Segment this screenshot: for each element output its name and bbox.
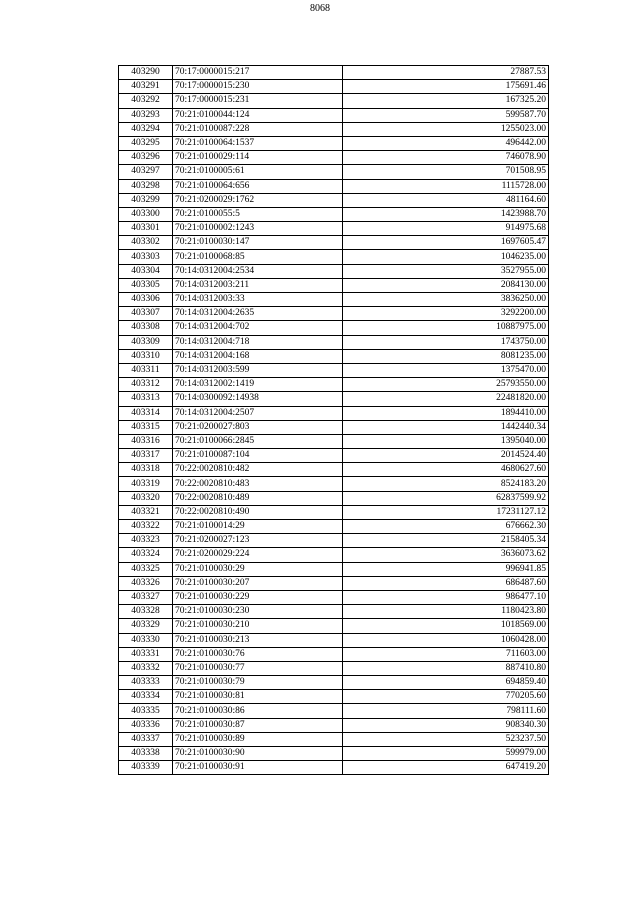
row-number-cell: 403290 [119,66,173,80]
cadastral-number-cell: 70:14:0312003:33 [173,293,343,307]
table-row [119,349,549,363]
cadastral-number-cell: 70:21:0100029:114 [173,151,343,165]
row-number-cell: 403307 [119,307,173,321]
cadastral-number-cell: 70:17:0000015:217 [173,66,343,80]
cadastral-number-cell: 70:21:0100030:76 [173,647,343,661]
row-number-cell: 403313 [119,392,173,406]
value-cell: 986477.10 [343,590,549,604]
value-cell: 8524183.20 [343,477,549,491]
value-cell: 1018569.00 [343,619,549,633]
cadastral-number-cell: 70:14:0312004:718 [173,335,343,349]
table-row [119,250,549,264]
table-row [119,293,549,307]
page-number: 8068 [310,3,330,14]
row-number-cell: 403328 [119,605,173,619]
table-row [119,236,549,250]
cadastral-number-cell: 70:14:0312004:2507 [173,406,343,420]
table-row [119,520,549,534]
table-row [119,108,549,122]
table-row [119,122,549,136]
cadastral-number-cell: 70:21:0100055:5 [173,207,343,221]
cadastral-number-cell: 70:14:0312003:599 [173,363,343,377]
value-cell: 647419.20 [343,761,549,775]
cadastral-number-cell: 70:14:0312004:2534 [173,264,343,278]
table-row [119,80,549,94]
cadastral-number-cell: 70:21:0100087:228 [173,122,343,136]
row-number-cell: 403338 [119,747,173,761]
value-cell: 22481820.00 [343,392,549,406]
value-cell: 701508.95 [343,165,549,179]
row-number-cell: 403320 [119,491,173,505]
cadastral-number-cell: 70:21:0100030:79 [173,676,343,690]
row-number-cell: 403318 [119,463,173,477]
row-number-cell: 403293 [119,108,173,122]
value-cell: 481164.60 [343,193,549,207]
table-row [119,463,549,477]
row-number-cell: 403292 [119,94,173,108]
cadastral-number-cell: 70:21:0100087:104 [173,449,343,463]
row-number-cell: 403330 [119,633,173,647]
row-number-cell: 403323 [119,534,173,548]
value-cell: 676662.30 [343,520,549,534]
row-number-cell: 403335 [119,704,173,718]
value-cell: 3636073.62 [343,548,549,562]
value-cell: 10887975.00 [343,321,549,335]
table-row [119,406,549,420]
table-row [119,264,549,278]
cadastral-number-cell: 70:21:0100030:91 [173,761,343,775]
table-row [119,732,549,746]
value-cell: 2014524.40 [343,449,549,463]
row-number-cell: 403312 [119,378,173,392]
table-row [119,690,549,704]
cadastral-number-cell: 70:21:0100030:89 [173,732,343,746]
table-row [119,576,549,590]
table-row [119,165,549,179]
cadastral-number-cell: 70:21:0100002:1243 [173,222,343,236]
value-cell: 711603.00 [343,647,549,661]
cadastral-number-cell: 70:14:0312003:211 [173,278,343,292]
cadastral-number-cell: 70:21:0100005:61 [173,165,343,179]
table-row [119,590,549,604]
row-number-cell: 403291 [119,80,173,94]
row-number-cell: 403326 [119,576,173,590]
table-row [119,477,549,491]
row-number-cell: 403337 [119,732,173,746]
row-number-cell: 403305 [119,278,173,292]
row-number-cell: 403304 [119,264,173,278]
value-cell: 1115728.00 [343,179,549,193]
row-number-cell: 403299 [119,193,173,207]
cadastral-number-cell: 70:21:0100030:213 [173,633,343,647]
table-row [119,661,549,675]
row-number-cell: 403329 [119,619,173,633]
cadastral-number-cell: 70:21:0100030:207 [173,576,343,590]
cadastral-number-cell: 70:21:0100030:229 [173,590,343,604]
value-cell: 1442440.34 [343,420,549,434]
table-row [119,193,549,207]
row-number-cell: 403331 [119,647,173,661]
cadastral-number-cell: 70:21:0100030:81 [173,690,343,704]
table-row [119,534,549,548]
table-row [119,434,549,448]
value-cell: 914975.68 [343,222,549,236]
row-number-cell: 403309 [119,335,173,349]
row-number-cell: 403327 [119,590,173,604]
table-row [119,363,549,377]
row-number-cell: 403336 [119,718,173,732]
cadastral-number-cell: 70:21:0100030:210 [173,619,343,633]
row-number-cell: 403298 [119,179,173,193]
row-number-cell: 403300 [119,207,173,221]
value-cell: 4680627.60 [343,463,549,477]
value-cell: 1894410.00 [343,406,549,420]
row-number-cell: 403332 [119,661,173,675]
value-cell: 1375470.00 [343,363,549,377]
row-number-cell: 403317 [119,449,173,463]
row-number-cell: 403334 [119,690,173,704]
cadastral-number-cell: 70:14:0312004:2635 [173,307,343,321]
cadastral-number-cell: 70:21:0100030:86 [173,704,343,718]
table-row [119,335,549,349]
value-cell: 27887.53 [343,66,549,80]
value-cell: 1395040.00 [343,434,549,448]
cadastral-number-cell: 70:21:0100030:90 [173,747,343,761]
row-number-cell: 403294 [119,122,173,136]
value-cell: 175691.46 [343,80,549,94]
row-number-cell: 403322 [119,520,173,534]
value-cell: 599979.00 [343,747,549,761]
row-number-cell: 403303 [119,250,173,264]
cadastral-number-cell: 70:21:0100044:124 [173,108,343,122]
value-cell: 8081235.00 [343,349,549,363]
value-cell: 2084130.00 [343,278,549,292]
row-number-cell: 403308 [119,321,173,335]
table-row [119,704,549,718]
value-cell: 1255023.00 [343,122,549,136]
table-row [119,136,549,150]
row-number-cell: 403310 [119,349,173,363]
value-cell: 25793550.00 [343,378,549,392]
value-cell: 17231127.12 [343,505,549,519]
row-number-cell: 403319 [119,477,173,491]
cadastral-number-cell: 70:14:0300092:14938 [173,392,343,406]
cadastral-number-cell: 70:21:0200029:224 [173,548,343,562]
cadastral-number-cell: 70:21:0100030:77 [173,661,343,675]
row-number-cell: 403296 [119,151,173,165]
table-row [119,222,549,236]
registry-table [118,65,549,775]
value-cell: 996941.85 [343,562,549,576]
row-number-cell: 403333 [119,676,173,690]
cadastral-number-cell: 70:17:0000015:231 [173,94,343,108]
table-row [119,676,549,690]
cadastral-number-cell: 70:14:0312002:1419 [173,378,343,392]
value-cell: 1697605.47 [343,236,549,250]
value-cell: 746078.90 [343,151,549,165]
cadastral-number-cell: 70:21:0200027:803 [173,420,343,434]
value-cell: 1046235.00 [343,250,549,264]
table-row [119,449,549,463]
cadastral-number-cell: 70:14:0312004:702 [173,321,343,335]
value-cell: 1060428.00 [343,633,549,647]
table-row [119,761,549,775]
cadastral-number-cell: 70:22:0020810:483 [173,477,343,491]
table-row [119,207,549,221]
row-number-cell: 403339 [119,761,173,775]
row-number-cell: 403324 [119,548,173,562]
cadastral-number-cell: 70:21:0100066:2845 [173,434,343,448]
value-cell: 1423988.70 [343,207,549,221]
cadastral-number-cell: 70:21:0100064:656 [173,179,343,193]
value-cell: 1743750.00 [343,335,549,349]
value-cell: 496442.00 [343,136,549,150]
value-cell: 3292200.00 [343,307,549,321]
value-cell: 62837599.92 [343,491,549,505]
cadastral-number-cell: 70:21:0100068:85 [173,250,343,264]
table-row [119,278,549,292]
row-number-cell: 403301 [119,222,173,236]
row-number-cell: 403311 [119,363,173,377]
table-row [119,605,549,619]
table-row [119,179,549,193]
table-row [119,491,549,505]
row-number-cell: 403302 [119,236,173,250]
cadastral-number-cell: 70:21:0200027:123 [173,534,343,548]
row-number-cell: 403316 [119,434,173,448]
value-cell: 798111.60 [343,704,549,718]
row-number-cell: 403315 [119,420,173,434]
cadastral-number-cell: 70:22:0020810:490 [173,505,343,519]
table-row [119,392,549,406]
cadastral-number-cell: 70:21:0100030:87 [173,718,343,732]
table-row [119,718,549,732]
row-number-cell: 403306 [119,293,173,307]
table-row [119,378,549,392]
cadastral-number-cell: 70:14:0312004:168 [173,349,343,363]
cadastral-number-cell: 70:22:0020810:489 [173,491,343,505]
value-cell: 167325.20 [343,94,549,108]
table-row [119,633,549,647]
row-number-cell: 403297 [119,165,173,179]
row-number-cell: 403325 [119,562,173,576]
cadastral-number-cell: 70:17:0000015:230 [173,80,343,94]
cadastral-number-cell: 70:21:0100030:230 [173,605,343,619]
table-row [119,151,549,165]
value-cell: 599587.70 [343,108,549,122]
value-cell: 2158405.34 [343,534,549,548]
registry-table-body [119,66,549,775]
value-cell: 908340.30 [343,718,549,732]
table-row [119,562,549,576]
cadastral-number-cell: 70:21:0100064:1537 [173,136,343,150]
value-cell: 3527955.00 [343,264,549,278]
table-row [119,66,549,80]
cadastral-number-cell: 70:21:0200029:1762 [173,193,343,207]
value-cell: 887410.80 [343,661,549,675]
cadastral-number-cell: 70:21:0100030:29 [173,562,343,576]
table-row [119,505,549,519]
value-cell: 523237.50 [343,732,549,746]
table-row [119,647,549,661]
table-row [119,321,549,335]
row-number-cell: 403314 [119,406,173,420]
table-row [119,94,549,108]
value-cell: 3836250.00 [343,293,549,307]
value-cell: 770205.60 [343,690,549,704]
row-number-cell: 403295 [119,136,173,150]
table-row [119,619,549,633]
value-cell: 1180423.80 [343,605,549,619]
table-row [119,548,549,562]
table-row [119,420,549,434]
value-cell: 686487.60 [343,576,549,590]
row-number-cell: 403321 [119,505,173,519]
cadastral-number-cell: 70:21:0100014:29 [173,520,343,534]
cadastral-number-cell: 70:22:0020810:482 [173,463,343,477]
table-row [119,307,549,321]
value-cell: 694859.40 [343,676,549,690]
cadastral-number-cell: 70:21:0100030:147 [173,236,343,250]
table-row [119,747,549,761]
